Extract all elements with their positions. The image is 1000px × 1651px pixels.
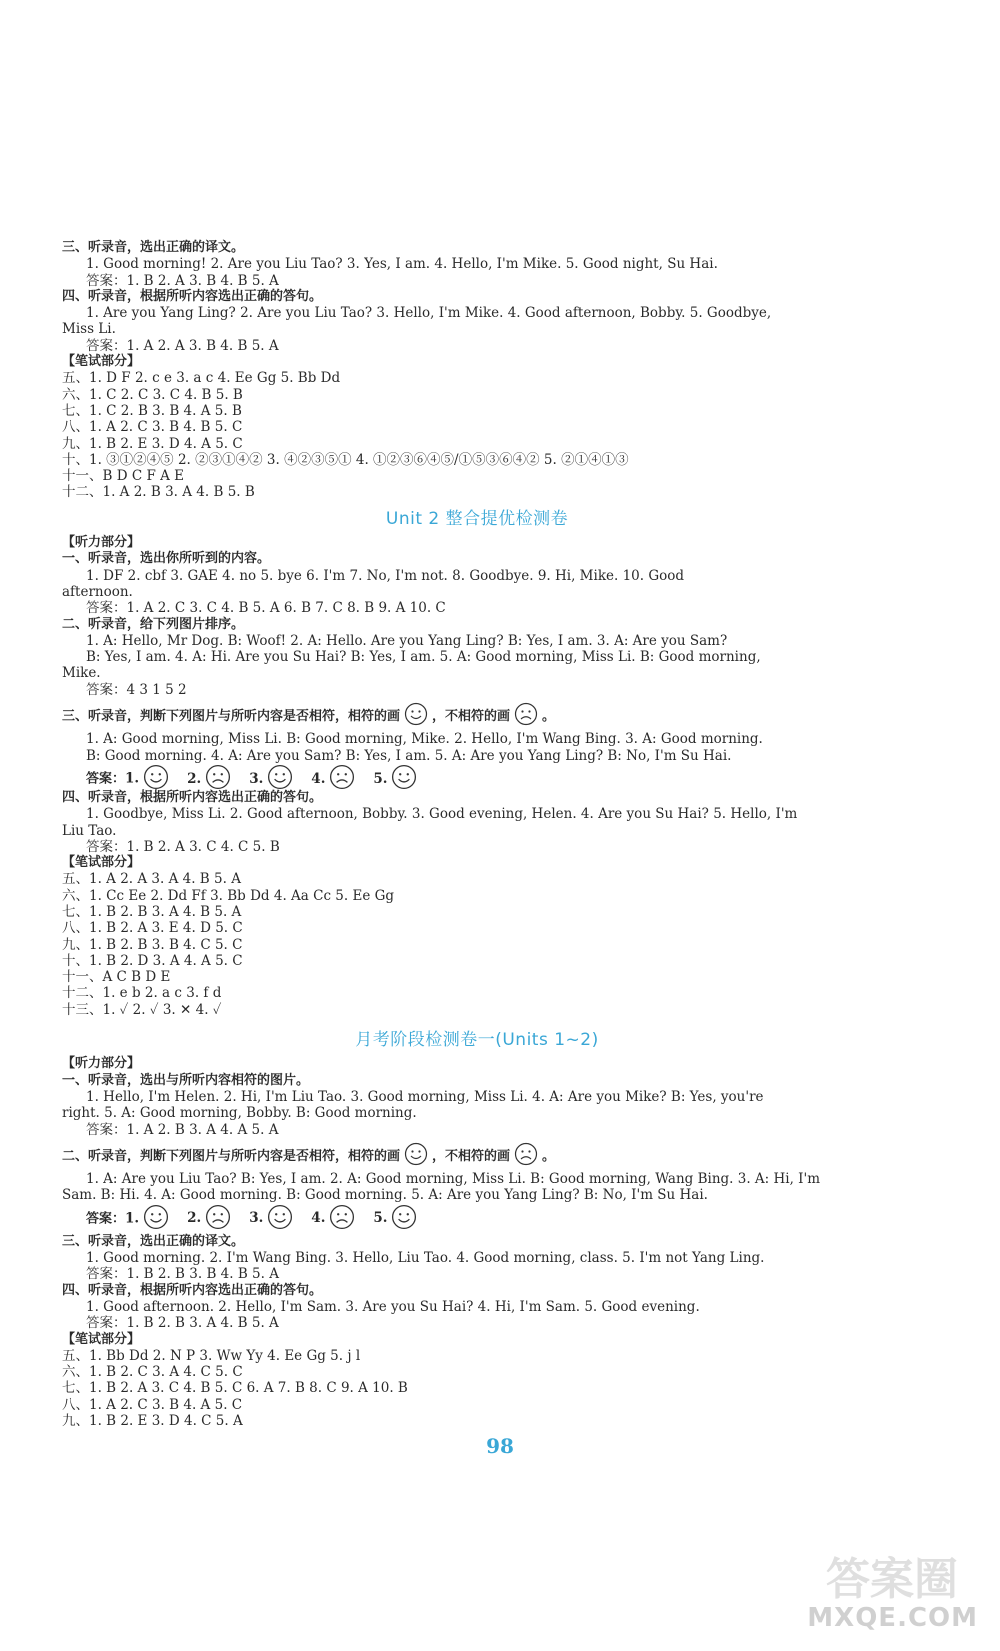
answer-number: 1.: [125, 770, 140, 787]
section-heading: 四、听录音，根据所听内容选出正确的答句。: [62, 288, 323, 304]
sad-face-icon: [514, 1142, 538, 1171]
answer-line: 答案：4 3 1 5 2: [86, 681, 187, 698]
answer-text-line: 七、1. C 2. B 3. B 4. A 5. B: [62, 402, 242, 419]
answer-row: 八、1. B 2. A 3. E 4. D 5. C: [62, 920, 243, 937]
sad-face-icon: [329, 764, 355, 794]
heading-text: 三、听录音，判断下列图片与所听内容是否相符，相符的画: [62, 709, 401, 725]
answer-row: 八、1. A 2. C 3. B 4. A 5. C: [62, 1396, 243, 1413]
question-heading: 二、听录音，给下列图片排序。: [62, 616, 245, 632]
answer-row: 五、1. A 2. A 3. A 4. B 5. A: [62, 871, 241, 888]
transcript-line: 1. Good morning. 2. I'm Wang Bing. 3. Hello, Liu Tao. 4. Good morning, class. 5. I'm not Yang Ling.: [86, 1250, 765, 1267]
unit1-tail: [62, 240, 892, 501]
answer-number: 3.: [249, 1210, 264, 1227]
answer-row: 十二、1. e b 2. a c 3. f d: [62, 985, 222, 1002]
answer-line: 答案：1. B 2. A 3. C 4. C 5. B: [86, 838, 280, 855]
answer-row: 六、1. Cc Ee 2. Dd Ff 3. Bb Dd 4. Aa Cc 5. Ee Gg: [62, 887, 395, 904]
answer-text-line: 答案：1. B 2. A 3. B 4. B 5. A: [86, 272, 279, 289]
transcript-line: B: Good morning. 4. A: Are you Sam? B: Yes, I am. 5. A: Are you Yang Ling? B: No, I'm Su Hai.: [86, 747, 732, 764]
heading-text: ，不相符的画: [432, 709, 511, 725]
answer-row: 九、1. B 2. E 3. D 4. C 5. A: [62, 1413, 243, 1429]
answer-row: 五、1. Bb Dd 2. N P 3. Ww Yy 4. Ee Gg 5. j l: [62, 1347, 361, 1364]
answer-text-line: 1. Are you Yang Ling? 2. Are you Liu Tao? 3. Hello, I'm Mike. 4. Good afternoon, Bobby. 5. Goodbye,: [86, 305, 772, 322]
transcript-line: 1. A: Are you Liu Tao? B: Yes, I am. 2. A: Good morning, Miss Li. B: Good morning, Wang Bing. 3. A: Hi, I'm: [86, 1171, 821, 1188]
transcript-line: Sam. B: Hi. 4. A: Good morning. B: Good morning. 5. A: Are you Yang Ling? B: No, I'm Su Hai.: [62, 1187, 708, 1204]
watermark-logo: 答案圈: [826, 1554, 958, 1605]
unit2-written-answers: [62, 871, 892, 1018]
answer-page: [62, 240, 892, 1429]
sad-face-icon: [514, 702, 538, 731]
written-heading: 【笔试部分】: [62, 855, 141, 871]
answer-label: 答案：: [86, 1211, 126, 1227]
monthly-title: 月考阶段检测卷一(Units 1~2): [355, 1030, 599, 1051]
heading-text: ，不相符的画: [432, 1149, 511, 1164]
monthly-written-answers: [62, 1348, 892, 1429]
sad-face-icon: [329, 1204, 355, 1234]
face-answer-line: [62, 764, 892, 790]
answer-number: 5.: [373, 1210, 388, 1227]
question-heading: 三、听录音，选出正确的译文。: [62, 1233, 245, 1249]
answer-text-line: 十一、B D C F A E: [62, 468, 185, 485]
face-answer-line: [62, 1204, 892, 1234]
answer-row: 九、1. B 2. B 3. B 4. C 5. C: [62, 936, 243, 953]
answer-line: 答案：1. B 2. B 3. A 4. B 5. A: [86, 1315, 279, 1332]
answer-row: 十三、1. ✓ 2. ✓ 3. ✕ 4. ✓: [62, 1001, 222, 1018]
question-heading: 一、听录音，选出与所听内容相符的图片。: [62, 1072, 310, 1088]
watermark: [768, 1543, 978, 1633]
answer-text-line: 五、1. D F 2. c e 3. a c 4. Ee Gg 5. Bb Dd: [62, 370, 341, 387]
answer-number: 4.: [311, 770, 326, 787]
question-heading: 四、听录音，根据所听内容选出正确的答句。: [62, 1282, 323, 1298]
section-heading: 三、听录音，选出正确的译文。: [62, 240, 245, 255]
answer-text-line: 八、1. A 2. C 3. B 4. B 5. C: [62, 419, 243, 436]
transcript-line: 1. A: Hello, Mr Dog. B: Woof! 2. A: Hello. Are you Yang Ling? B: Yes, I am. 3. A: Are you Sam?: [86, 632, 728, 649]
section-heading: 【笔试部分】: [62, 354, 141, 370]
answer-text-line: Miss Li.: [62, 321, 116, 338]
transcript-line: 1. Goodbye, Miss Li. 2. Good afternoon, Bobby. 3. Good evening, Helen. 4. Are you Su Hai? 5. Hello, I'm: [86, 806, 798, 823]
answer-number: 2.: [187, 1210, 202, 1227]
answer-row: 七、1. B 2. B 3. A 4. B 5. A: [62, 903, 242, 920]
answer-row: 十、1. B 2. D 3. A 4. A 5. C: [62, 952, 243, 969]
answer-text-line: 六、1. C 2. C 3. C 4. B 5. B: [62, 386, 243, 403]
transcript-line: afternoon.: [62, 583, 133, 600]
transcript-line: right. 5. A: Good morning, Bobby. B: Good morning.: [62, 1105, 417, 1122]
answer-number: 2.: [187, 770, 202, 787]
transcript-line: 1. DF 2. cbf 3. GAE 4. no 5. bye 6. I'm 7. No, I'm not. 8. Goodbye. 9. Hi, Mike. 10. Good: [86, 567, 685, 584]
answer-line: 答案：1. B 2. B 3. B 4. B 5. A: [86, 1266, 279, 1283]
answer-row: 六、1. B 2. C 3. A 4. C 5. C: [62, 1364, 243, 1381]
answer-text-line: 九、1. B 2. E 3. D 4. A 5. C: [62, 435, 243, 452]
transcript-line: B: Yes, I am. 4. A: Hi. Are you Su Hai? B: Yes, I am. 5. A: Good morning, Miss Li. B: Good morning,: [86, 649, 761, 666]
happy-face-icon: [143, 1204, 169, 1234]
answer-line: 答案：1. A 2. B 3. A 4. A 5. A: [86, 1121, 279, 1138]
answer-number: 1.: [125, 1210, 140, 1227]
transcript-line: Mike.: [62, 665, 101, 682]
heading-text: 。: [542, 709, 556, 725]
happy-face-icon: [267, 1204, 293, 1234]
question-heading: 一、听录音，选出你所听到的内容。: [62, 551, 271, 567]
answer-text-line: 1. Good morning! 2. Are you Liu Tao? 3. Yes, I am. 4. Hello, I'm Mike. 5. Good night, Su Hai.: [86, 256, 718, 273]
happy-face-icon: [391, 764, 417, 794]
happy-face-icon: [391, 1204, 417, 1234]
transcript-line: 1. Hello, I'm Helen. 2. Hi, I'm Liu Tao. 3. Good morning, Miss Li. 4. A: Are you Mike? B: Yes, you're: [86, 1088, 764, 1105]
listening-heading: 【听力部分】: [62, 535, 141, 551]
question-heading: 四、听录音，根据所听内容选出正确的答句。: [62, 789, 323, 805]
answer-number: 3.: [249, 770, 264, 787]
transcript-line: Liu Tao.: [62, 822, 117, 839]
listening-heading: 【听力部分】: [62, 1056, 141, 1072]
unit2-title: Unit 2 整合提优检测卷: [385, 508, 569, 529]
transcript-line: 1. A: Good morning, Miss Li. B: Good morning, Mike. 2. Hello, I'm Wang Bing. 3. A: Good morning.: [86, 731, 763, 748]
question-heading: [62, 702, 892, 731]
answer-label: 答案：: [86, 771, 126, 787]
answer-number: 4.: [311, 1210, 326, 1227]
answer-text-line: 十二、1. A 2. B 3. A 4. B 5. B: [62, 484, 255, 501]
watermark-site: MXQE.COM: [807, 1603, 978, 1633]
question-heading: [62, 1142, 892, 1171]
answer-number: 5.: [373, 770, 388, 787]
answer-text-line: 答案：1. A 2. A 3. B 4. B 5. A: [86, 337, 279, 354]
happy-face-icon: [404, 1142, 428, 1171]
sad-face-icon: [205, 1204, 231, 1234]
happy-face-icon: [404, 702, 428, 731]
answer-row: 七、1. B 2. A 3. C 4. B 5. C 6. A 7. B 8. C 9. A 10. B: [62, 1380, 408, 1397]
written-heading: 【笔试部分】: [62, 1331, 141, 1347]
page-number: 98: [486, 1434, 514, 1458]
transcript-line: 1. Good afternoon. 2. Hello, I'm Sam. 3. Are you Su Hai? 4. Hi, I'm Sam. 5. Good evening.: [86, 1298, 700, 1315]
heading-text: 。: [542, 1149, 556, 1164]
answer-row: 十一、A C B D E: [62, 969, 171, 986]
answer-text-line: 十、1. ③①②④⑤ 2. ②③①④② 3. ④②③⑤① 4. ①②③⑥④⑤/①⑤③⑥④② 5. ②①④①③: [62, 451, 629, 468]
heading-text: 二、听录音，判断下列图片与所听内容是否相符，相符的画: [62, 1149, 401, 1164]
answer-line: 答案：1. A 2. C 3. C 4. B 5. A 6. B 7. C 8. B 9. A 10. C: [86, 600, 446, 617]
